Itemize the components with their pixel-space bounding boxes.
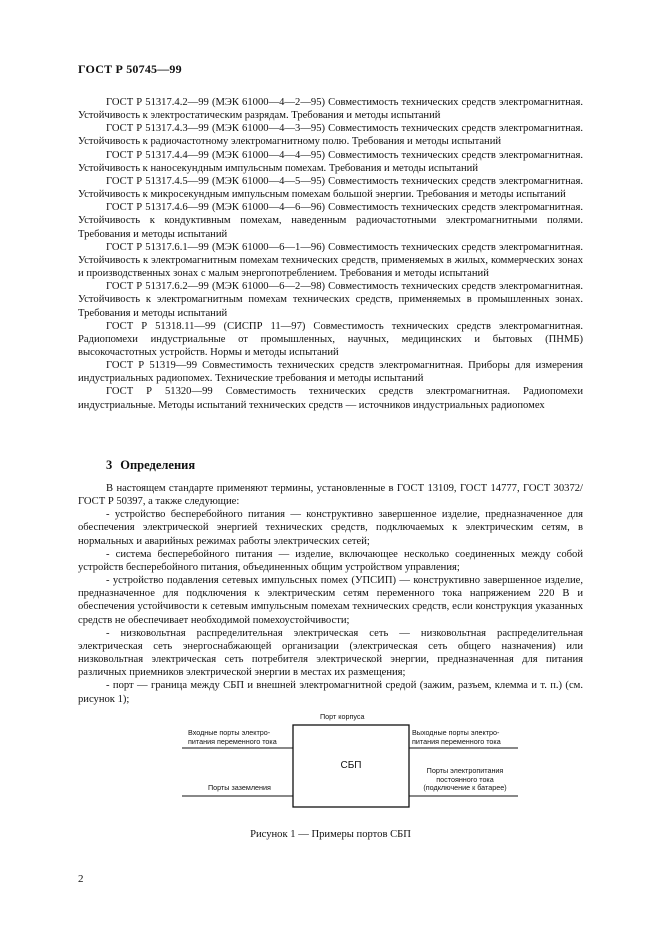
reference-item: ГОСТ Р 51317.4.3—99 (МЭК 61000—4—3—95) Совместимость технических средств электромагнитная. Устойчивость к радиочастотному электромагнитному полю. Требования и методы испытаний (78, 123, 583, 148)
definition-paragraph: - устройство бесперебойного питания — конструктивно завершенное изделие, предназначенное для обеспечения электрической энергией технических средств, подключаемых к электрическим сетям, в нормальных и аварийных режимах работы электрических сетей; (78, 509, 583, 547)
ground-ports-label: Порты заземления (208, 783, 271, 792)
reference-item: ГОСТ Р 51317.4.4—99 (МЭК 61000—4—4—95) Совместимость технических средств электромагнитная. Устойчивость к наносекундным импульсным помехам. Требования и методы испытаний (78, 149, 583, 174)
device-label: СБП (340, 760, 362, 771)
reference-item: ГОСТ Р 51317.6.1—99 (МЭК 61000—6—1—96) Совместимость технических средств электромагнитная. Устойчивость к электромагнитным помехам технических средств, применяемых в жилых, коммерческих зонах и производственных зонах с малым энергопотреблением. Требования и методы испытаний (78, 241, 583, 280)
reference-item: ГОСТ Р 51317.6.2—99 (МЭК 61000—6—2—98) Совместимость технических средств электромагнитная. Устойчивость к электромагнитным помехам технических средств, применяемых в промышленных зонах. Требования и методы испытаний (78, 281, 583, 319)
ac-output-ports-label: Выходные порты электро-питания переменного тока (412, 728, 501, 746)
reference-item: ГОСТ Р 51320—99 Совместимость технических средств электромагнитная. Радиопомехи индустриальные. Методы испытаний технических средств — источников индустриальных радиопомех (78, 386, 583, 411)
definition-paragraph: - порт — граница между СБП и внешней электромагнитной средой (зажим, разъем, клемма и т. п.) (см. рисунок 1); (78, 680, 583, 705)
reference-item: ГОСТ Р 51317.4.5—99 (МЭК 61000—4—5—95) Совместимость технических средств электромагнитная. Устойчивость к микросекундным импульсным помехам большой энергии. Требования и методы испытаний (78, 175, 583, 201)
section-number: 3 (106, 458, 113, 472)
figure-caption: Рисунок 1 — Примеры портов СБП (250, 829, 411, 840)
reference-item: ГОСТ Р 51318.11—99 (СИСПР 11—97) Совместимость технических средств электромагнитная. Радиопомехи индустриальные от промышленных, научных, медицинских и бытовых (ПНМБ) высокочастотных устройств. Нормы и методы испытаний (78, 320, 583, 358)
document-header: ГОСТ Р 50745—99 (78, 62, 182, 76)
section-title: Определения (120, 458, 196, 472)
reference-item: ГОСТ Р 51317.4.6—99 (МЭК 61000—4—6—96) Совместимость технических средств электромагнитная. Устойчивость к кондуктивным помехам, наведенным радиочастотными электромагнитными полями. Требования и методы испытаний (78, 202, 583, 240)
reference-item: ГОСТ Р 51319—99 Совместимость технических средств электромагнитная. Приборы для измерения индустриальных радиопомех. Технические требования и методы испытаний (78, 360, 583, 385)
ups-ports-figure (180, 712, 520, 822)
reference-item: ГОСТ Р 51317.4.2—99 (МЭК 61000—4—2—95) Совместимость технических средств электромагнитная. Устойчивость к электростатическим разрядам. Требования и методы испытаний (78, 97, 583, 122)
definition-paragraph: - низковольтная распределительная электрическая сеть — низковольтная распределительная электрическая сеть энергоснабжающей организации (электрическая сеть общего назначения) или низковольтная электрическая сеть потребителя электрической энергии, предназначенная для питания различных приемников электрической энергии в местах их размещения; (78, 627, 583, 679)
section-heading (106, 458, 203, 473)
references-list (78, 96, 583, 412)
definition-paragraph: В настоящем стандарте применяют термины, установленные в ГОСТ 13109, ГОСТ 14777, ГОСТ 30372/ГОСТ Р 50397, а также следующие: (78, 483, 583, 508)
dc-ports-label: Порты электропитания постоянного тока (подключение к батарее) (423, 766, 507, 793)
definition-paragraph: - устройство подавления сетевых импульсных помех (УПСИП) — конструктивно завершенное изделие, предназначенное для подключения к электрическим сетям переменного тока напряжением 220 В и обеспечения устойчивости к сетевым импульсным помехам технических средств, если конструкция указанных средств не обеспечивает необходимой помехоустойчивости; (78, 575, 583, 626)
ac-input-ports-label: Входные порты электро-питания переменного тока (188, 728, 277, 746)
definition-paragraph: - система бесперебойного питания — изделие, включающее несколько соединенных между собой устройств бесперебойного питания, объединенных общим устройством управления; (78, 548, 583, 573)
enclosure-port-label: Порт корпуса (320, 712, 365, 721)
page-number: 2 (78, 873, 84, 885)
definitions-text (78, 482, 583, 706)
